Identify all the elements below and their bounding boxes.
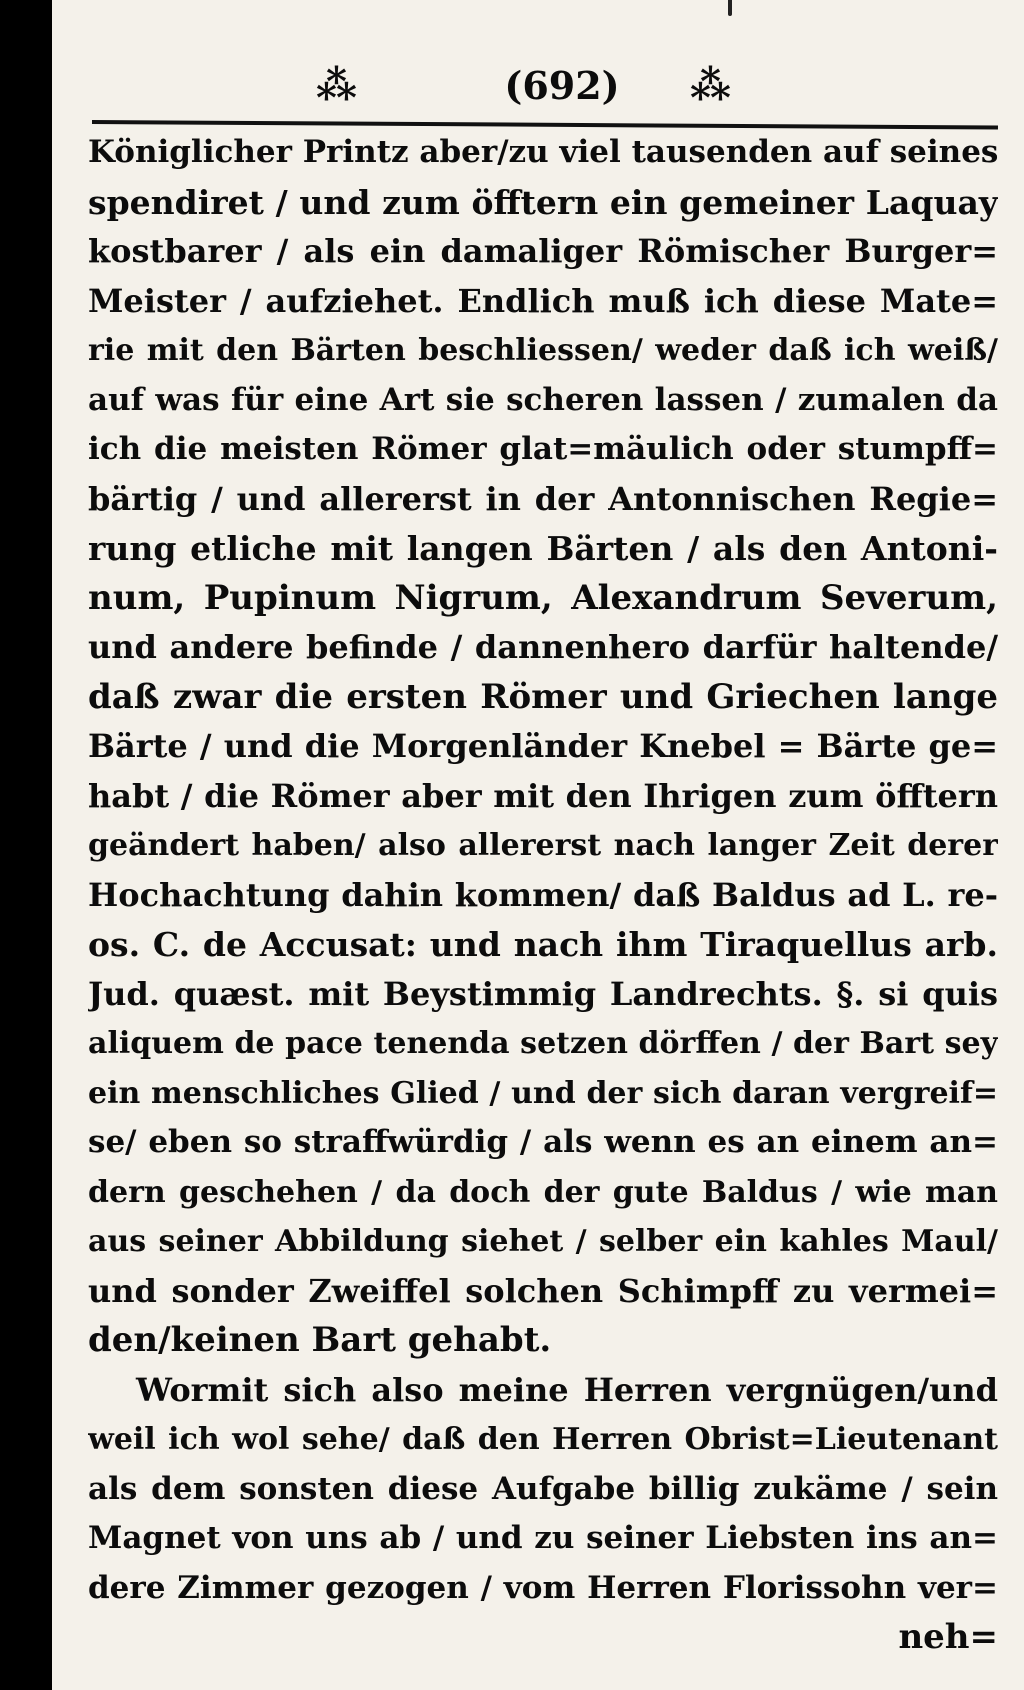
text-line: kostbarer / als ein damaliger Römischer Burger= bbox=[88, 232, 998, 270]
text-line: ein menschliches Glied / und der sich daran vergreif= bbox=[88, 1075, 998, 1111]
text-line: Hochachtung dahin kommen/ daß Baldus ad L. re- bbox=[88, 875, 998, 914]
text-line: num, Pupinum Nigrum, Alexandrum Severum, bbox=[88, 577, 998, 618]
text-line: os. C. de Accusat: und nach ihm Tiraquellus arb. bbox=[88, 925, 998, 964]
text-line: dere Zimmer gezogen / vom Herren Florissohn ver= bbox=[88, 1569, 998, 1606]
text-line: als dem sonsten diese Aufgabe billig zukäme / sein bbox=[88, 1470, 998, 1507]
text-line: den/keinen Bart gehabt. bbox=[88, 1320, 552, 1360]
text-line: dern geschehen / da doch der gute Baldus / wie man bbox=[88, 1174, 998, 1210]
text-line: aliquem de pace tenenda setzen dörffen / der Bart sey bbox=[88, 1026, 998, 1061]
text-line: und andere befinde / dannenhero darfür haltende/ bbox=[88, 628, 998, 666]
text-line: Bärte / und die Morgenländer Knebel = Bärte ge= bbox=[88, 727, 998, 765]
text-line: spendiret / und zum öfftern ein gemeiner Laquay bbox=[88, 182, 998, 222]
text-line: ich die meisten Römer glat=mäulich oder stumpff= bbox=[88, 431, 998, 467]
text-line: habt / die Römer aber mit den Ihrigen zum öfftern bbox=[88, 776, 998, 815]
text-line: auf was für eine Art sie scheren lassen / zumalen da bbox=[88, 381, 998, 418]
text-line: Wormit sich also meine Herren vergnügen/und bbox=[136, 1370, 998, 1409]
text-line: geändert haben/ also allererst nach langer Zeit derer bbox=[88, 828, 998, 863]
page-number: (692) bbox=[504, 63, 620, 108]
catchword: neh= bbox=[898, 1617, 998, 1657]
text-line: daß zwar die ersten Römer und Griechen lange bbox=[88, 676, 998, 717]
body-text bbox=[88, 128, 998, 1663]
text-line: Jud. quæst. mit Beystimmig Landrechts. §. si quis bbox=[88, 974, 998, 1013]
page-top-mark bbox=[728, 0, 732, 16]
page-header bbox=[52, 58, 1024, 114]
text-line: bärtig / und allererst in der Antonnischen Regie= bbox=[88, 479, 998, 518]
text-line: Meister / aufziehet. Endlich muß ich diese Mate= bbox=[88, 281, 998, 320]
text-line: rung etliche mit langen Bärten / als den Antoni- bbox=[88, 529, 998, 568]
header-ornament-left: ⁂ bbox=[316, 62, 353, 109]
header-ornament-right: ⁂ bbox=[690, 62, 727, 109]
book-page bbox=[52, 0, 1024, 1690]
text-line: se/ eben so straffwürdig / als wenn es an einem an= bbox=[88, 1124, 998, 1160]
text-line: Magnet von uns ab / und zu seiner Liebsten ins an= bbox=[88, 1520, 998, 1556]
text-line: weil ich wol sehe/ daß den Herren Obrist=Lieutenant bbox=[88, 1422, 998, 1457]
text-line: Königlicher Printz aber/zu viel tausenden auf seines bbox=[88, 134, 998, 170]
text-line: und sonder Zweiffel solchen Schimpff zu vermei= bbox=[88, 1271, 998, 1310]
text-line: aus seiner Abbildung siehet / selber ein kahles Maul/ bbox=[88, 1224, 998, 1259]
text-line: rie mit den Bärten beschliessen/ weder daß ich weiß/ bbox=[88, 333, 998, 368]
